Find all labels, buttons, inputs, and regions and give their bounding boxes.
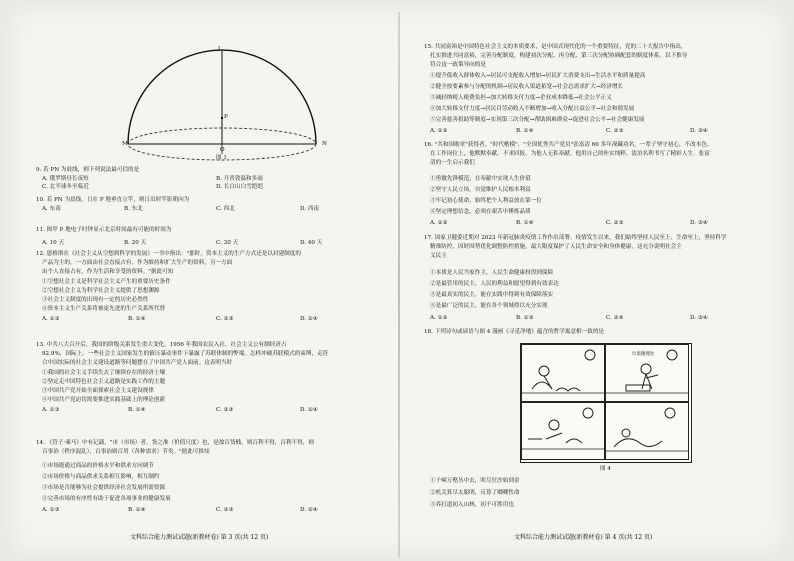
q12-option-d: D. ②④ [300,316,318,322]
q14-option-b: B. ①④ [128,507,146,513]
q18-stem: 18. 下列诗句或谚语与图 4 漫画《寻觅净地》蕴含的哲学寓意相一致的是 [424,329,605,335]
q17-statement-1: ①本质是人民当家作主，人民生命健康权得到保障 [430,270,554,276]
q13-option-b: B. ①④ [128,407,146,413]
cartoon-sign-text: 垃圾掩埋处 [632,352,655,357]
exam-sheet [6,4,788,557]
q14-statement-3: ③市场是否能够为社会提供经济社会发展所需资源 [42,485,166,491]
fig1-label-m: M [122,141,128,147]
fig4-caption: 图 4 [600,466,611,472]
q16-line-3: 清的一生启示我们 [430,160,475,166]
q16-statement-4: ④坚定理想信念，必须在艰苦中锤炼品质 [430,209,531,215]
q18-statement-1: ①千嶂万壑丛中去，吹尽狂沙始到金 [430,478,520,484]
q14-option-a: A. ①③ [42,507,60,513]
q15-statement-2: ②健全按要素参与分配的机制→居民收入渠道拓宽→社会总需求扩大→经济增长 [430,84,624,90]
q17-line-3: 义民主 [430,253,447,259]
q11-option-b: B. 20 天 [124,240,147,246]
q17-line-1: 17. 国家卫健委近期对 2023 年新冠肺炎疫情工作作出部署。疫情发生以来，我们始终坚持人民至上、生命至上，坚持科学 [424,235,727,241]
q13-option-d: D. ②④ [300,407,318,413]
q13-statement-4: ④中国共产党迫切需要推进实践基础上的理论创新 [42,397,166,403]
q10-option-d: D. 西南 [300,206,320,212]
fig1-caption: 图 1 [216,155,227,161]
q14-statement-2: ②市场价格与商品供求关系相互影响，相互制约 [42,474,160,480]
q13-statement-2: ②坚定走中国特色社会主义道路是实践工作的主题 [42,379,166,385]
q14-line-1: 14. 《管子·乘马》中有记载，"市（市场）者，货之准（价值尺度）也，是故百货贱，则百利不得，百利不得，则 [36,440,314,446]
q9-option-b: B. 开普敦温和多雨 [216,176,263,182]
page-3-footer: 文科综合能力测试试题(新教材卷) 第 3 页(共 12 页) [130,534,269,541]
fig1-label-p: P [224,114,228,120]
q15-option-a: A. ①② [430,128,448,134]
q9-option-a: A. 俄罗斯昼长夜短 [42,176,89,182]
q16-option-a: A. ①② [430,220,448,226]
q15-line-3: 符合这一政策导向的是 [430,62,486,68]
cartoon-panel-2 [605,344,689,402]
q13-line-3: 合中国实际的社会主义建设道路等问题摆在了中国共产党人面前。这表明当时 [42,360,233,366]
q18-statement-3: ③养打道初入山林，初不可胜用也 [430,502,514,508]
q18-statement-2: ②机关算尽太聪明，反算了卿卿性命 [430,490,520,496]
q16-statement-2: ②坚守人民立场，自觉维护人民根本利益 [430,187,531,193]
q13-statement-3: ③中国共产党开始全面探索社会主义建设规律 [42,388,154,394]
cartoon-panel-3 [521,402,605,460]
q14-statement-1: ①市场能通过商品的价格水平和供求方向调节 [42,463,154,469]
q15-option-b: B. ①④ [516,128,534,134]
q13-option-a: A. ①③ [42,407,60,413]
fig1-label-o: O [220,147,225,153]
q16-option-c: C. ②③ [606,220,624,226]
fig1-label-l: L [218,46,222,52]
q17-statement-4: ④是最广泛的民主，能在各个领域得以充分实现 [430,303,548,309]
q17-option-b: B. ①③ [516,315,534,321]
q17-statement-2: ②是最管用的民主，人民的利益和愿望得到有效表达 [430,281,559,287]
q10-option-c: C. 西北 [216,206,235,212]
q10-stem: 10. 若 PN 为晨线，日在 P 地垂直立竿，则日出时竿影朝向为 [36,197,190,203]
q12-option-c: C. ②③ [216,316,234,322]
q12-statement-2: ②空想社会主义为科学社会主义提供了思想渊源 [42,288,160,294]
figure-4-cartoon [520,343,692,463]
page-fold [398,12,400,557]
q12-statement-4: ④资本主义生产关系将被更先进的生产关系所代替 [42,306,166,312]
q9-option-d: D. 长白山白雪皑皑 [216,184,263,190]
q14-line-2: 百事治（秩序混乱），百事治则百用（各种需求）节矣。"据此可推知 [42,449,210,455]
q12-line-1: 12. 恩格斯在《社会主义从空想到科学的发展》一书中指出："那时，资本主义的生产方式还是以封建制度的 [36,251,301,257]
q10-option-b: B. 东北 [124,206,143,212]
q12-option-b: B. ①④ [128,316,146,322]
q11-stem: 11. 图甲 P 地电子时钟显示北京时间最有可能的时间为 [36,227,172,233]
q16-line-2: 在工作岗位上，他默默奉献，不求回报，为他人无私奉献。他用自己的朴实纯粹、淡泊名利书写了精彩人生。张富 [430,151,710,157]
q17-option-c: C. ②④ [606,315,624,321]
q15-line-2: 扎实推进共同富裕，完善分配制度，构建初次分配、再分配、第三次分配协调配套的制度体系。以下推导 [430,53,688,59]
q15-line-1: 15. 共同富裕是中国特色社会主义的本质要求，是中国式现代化的一个重要特征，党的二十大报告中指出， [424,44,687,50]
q14-option-d: D. ②④ [300,507,318,513]
q17-option-a: A. ①② [430,315,448,321]
q12-statement-1: ①空想社会主义是科学社会主义产生的重要历史条件 [42,279,171,285]
q16-line-1: 16. "共和国勋章"获得者、"时代楷模"、"全国优秀共产党员"张富清 60 多年深藏功名，一辈子坚守初心，不改本色。 [424,142,713,148]
q16-option-d: D. ③④ [690,220,708,226]
q12-statement-3: ③社会主义制度的出现有一定的历史必然性 [42,297,149,303]
q14-statement-4: ④完善市场的有序性有助于促进各项事业的健康发展 [42,496,171,502]
figure-1-hemisphere-diagram [122,44,322,164]
q15-statement-5: ⑤完善慈善捐助等制度→实现第三次分配→帮助困难群众→促进社会公平→社会健康发展 [430,117,645,123]
q12-line-2: 产品为主的，一方面由社会直接占有，作为维持和扩大生产的资料，另一方面 [42,260,233,266]
q9-stem: 9. 若 PN 为晨线，则下列说法最可信的是 [36,167,140,173]
q9-option-c: C. 北半球冬至临近 [42,184,89,190]
q16-statement-3: ③牢记初心使命，始终把个人利益放在第一位 [430,198,542,204]
q10-option-a: A. 东南 [42,206,61,212]
q11-option-c: C. 30 天 [216,240,239,246]
q15-statement-1: ①提升低收入群体收入→居民可支配收入增加→居民扩大消费支出→生活水平和质量提高 [430,73,646,79]
q12-line-3: 由个人直接占有，作为生活和享受的资料。"据此可知 [42,269,174,275]
q15-option-d: D. ③④ [690,128,708,134]
cartoon-panel-4 [605,402,689,460]
q13-option-c: C. ②③ [216,407,234,413]
q15-option-c: C. ②③ [606,128,624,134]
q16-statement-1: ①勇做先锋模范，在奉献中实现人生价值 [430,176,531,182]
q14-option-c: C. ②③ [216,507,234,513]
q12-option-a: A. ①③ [42,316,60,322]
q17-option-d: D. ③④ [690,315,708,321]
q16-option-b: B. ①④ [516,220,534,226]
q11-option-d: D. 40 天 [300,240,323,246]
q13-statement-1: ①我国的社会主义手续失去了继续存在的经济土壤 [42,370,166,376]
q13-line-2: 92.9%，国际上，一些社会主义国家发生的镇压暴动事件下暴露了苏联体制的弊端。怎样冲破苏联模式的束缚，走符 [42,351,329,357]
page-4-footer: 文科综合能力测试试题(新教材卷) 第 4 页(共 12 页) [514,534,653,541]
q15-statement-3: ③减轻纳税人税费负担→加大转移支付力度→企业成本降低→社会公平正义 [430,95,612,101]
fig1-label-n: N [322,141,327,147]
q11-option-a: A. 10 天 [42,240,65,246]
q17-statement-3: ③是最真实的民主，能在实践中得到有效保障落实 [430,292,554,298]
q17-line-2: 精准防控，因时因势优化调整防控措施，最大限度保护了人民生命安全和身体健康，这充分说明社会主 [430,244,682,250]
cartoon-panel-1 [521,344,605,402]
q15-statement-4: ④加大转移支付力度→居民目劳动收入不断增加→收入分配日益公平→社会和谐发展 [430,106,635,112]
q13-line-1: 13. 中共八大召开后，我国的阶级关系发生重大变化，1956 年我国农民入社、社会主义公有制经济占 [36,342,287,348]
